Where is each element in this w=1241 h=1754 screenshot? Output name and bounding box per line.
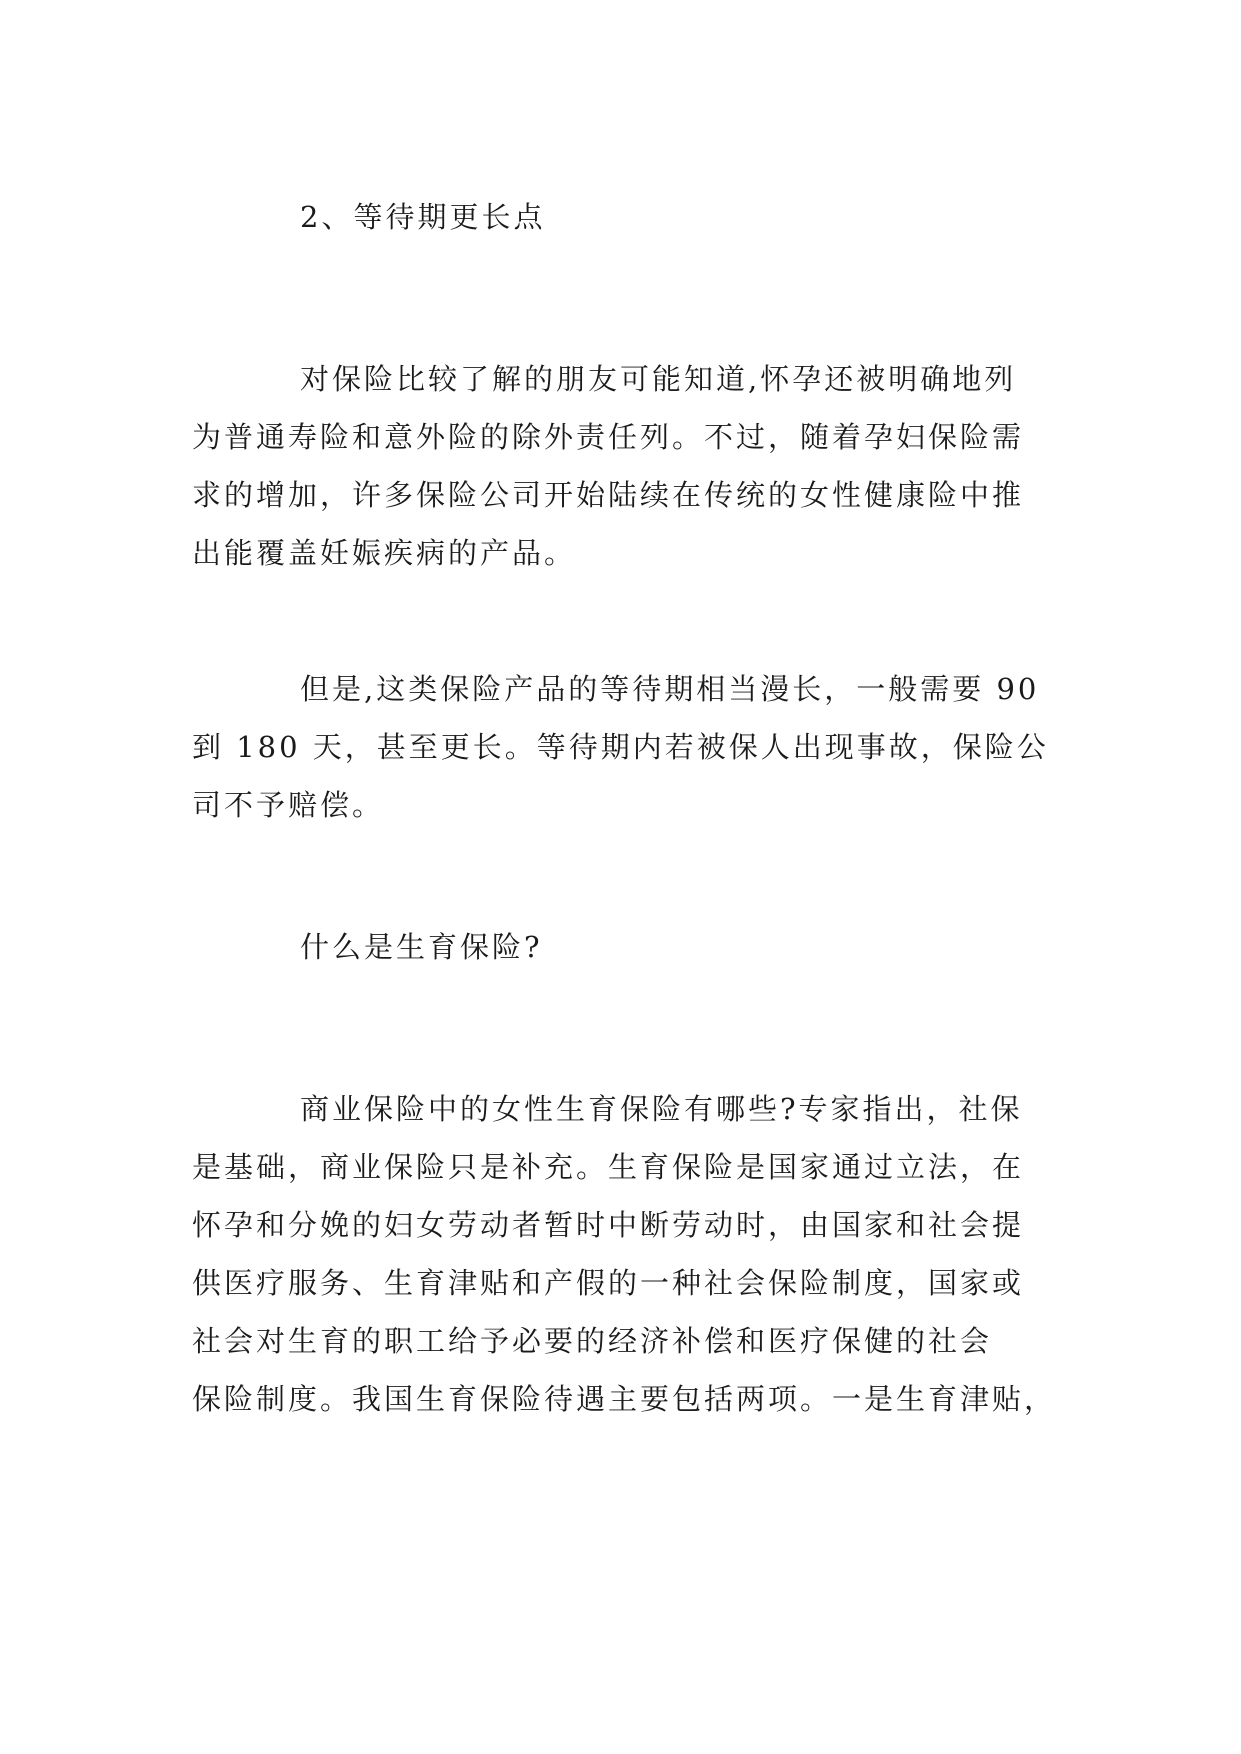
paragraph-line: 到 180 天，甚至更长。等待期内若被保人出现事故，保险公 <box>192 730 1049 764</box>
paragraph-maternity-insurance-definition <box>192 1080 1057 1428</box>
paragraph-line: 是基础，商业保险只是补充。生育保险是国家通过立法，在 <box>192 1150 1025 1184</box>
paragraph-line: 为普通寿险和意外险的除外责任列。不过，随着孕妇保险需 <box>192 420 1025 454</box>
paragraph-waiting-period-detail <box>192 660 1054 834</box>
paragraph-line: 商业保险中的女性生育保险有哪些?专家指出，社保 <box>300 1092 1023 1126</box>
paragraph-line: 怀孕和分娩的妇女劳动者暂时中断劳动时，由国家和社会提 <box>192 1208 1025 1242</box>
paragraph-line: 对保险比较了解的朋友可能知道,怀孕还被明确地列 <box>300 362 1017 396</box>
paragraph-line: 供医疗服务、生育津贴和产假的一种社会保险制度，国家或 <box>192 1266 1025 1300</box>
paragraph-line: 社会对生育的职工给予必要的经济补偿和医疗保健的社会 <box>192 1324 993 1358</box>
paragraph-line: 出能覆盖妊娠疾病的产品。 <box>192 536 577 570</box>
section-heading-waiting-period: 2、等待期更长点 <box>300 200 546 234</box>
paragraph-pregnancy-coverage <box>192 350 1054 582</box>
paragraph-line: 司不予赔偿。 <box>192 788 385 822</box>
paragraph-line: 求的增加，许多保险公司开始陆续在传统的女性健康险中推 <box>192 478 1025 512</box>
paragraph-line: 但是,这类保险产品的等待期相当漫长，一般需要 90 <box>300 672 1040 706</box>
paragraph-line: 保险制度。我国生育保险待遇主要包括两项。一是生育津贴， <box>192 1382 1057 1416</box>
section-heading-maternity-insurance: 什么是生育保险? <box>300 930 543 964</box>
